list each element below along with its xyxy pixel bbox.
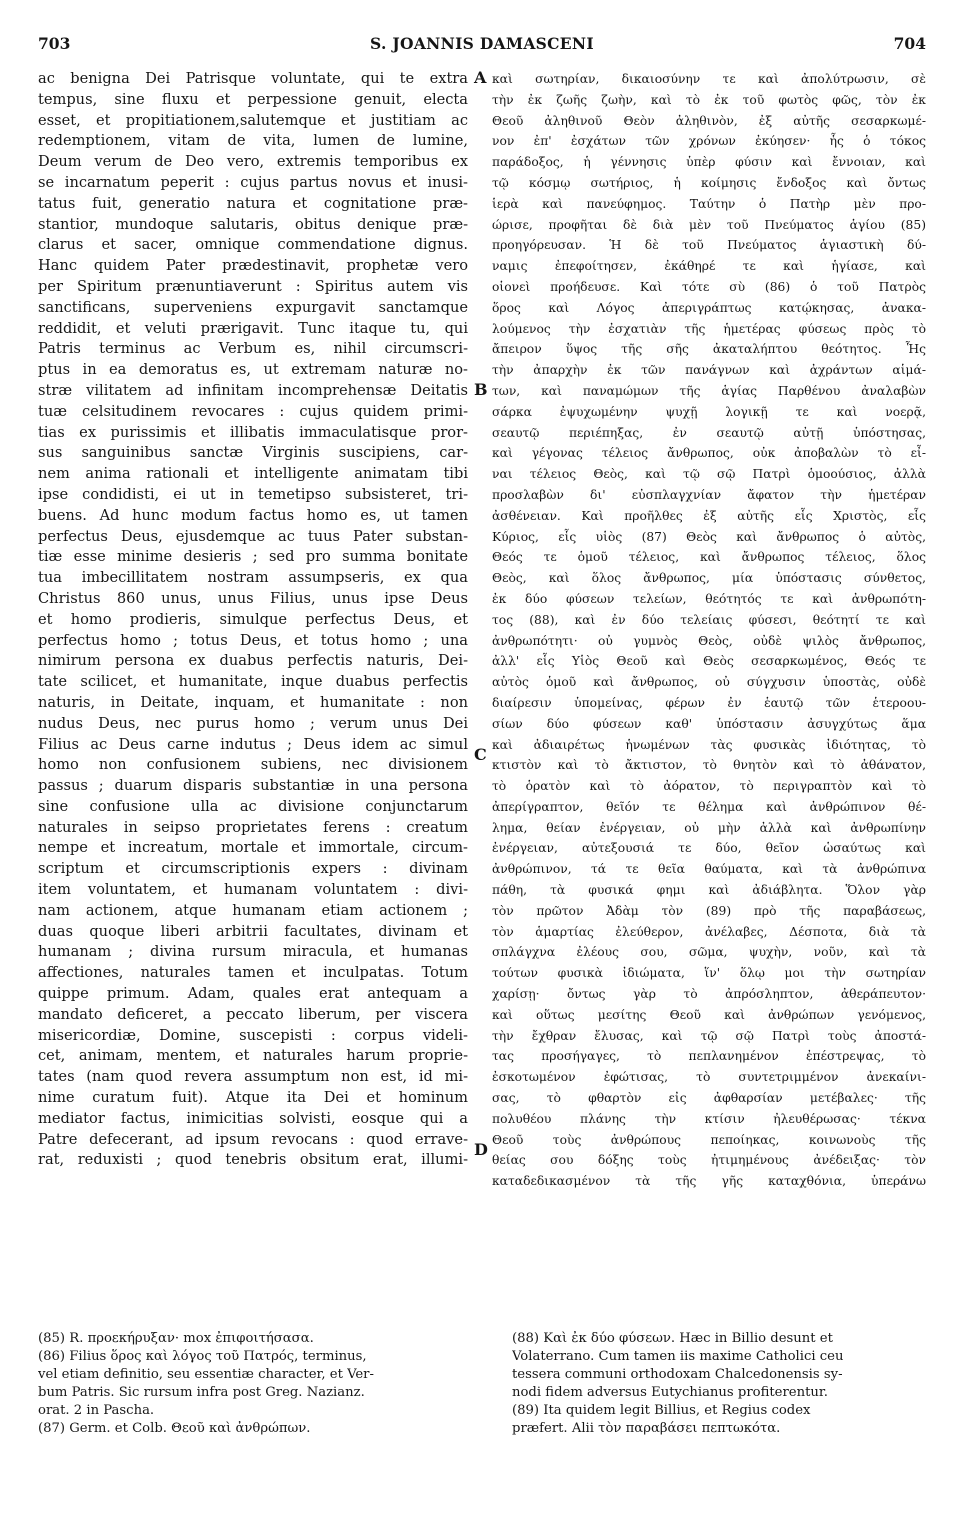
latin-text-line: Patre defecerant, ad ipsum revocans : quod errave- [38, 1130, 468, 1148]
latin-text-line: perfectus homo ; totus Deus, et totus homo ; una [38, 631, 468, 649]
greek-text-line: καὶ ἀδιαιρέτως ἡνωμένων τὰς φυσικὰς ἰδιότητας, τὸ [492, 737, 926, 752]
footnote-line: (89) Ita quidem legit Billius, et Regius codex [512, 1403, 811, 1418]
footnote-line: (87) Germ. et Colb. Θεοῦ καὶ ἀνθρώπων. [38, 1421, 311, 1436]
greek-text-line: ἄπειρον ὕψος τῆς σῆς ἀκαταλήπτου θεότητος. Ἧς [492, 342, 926, 357]
greek-text-line: ἱερὰ καὶ πανεύφημος. Ταύτην ὁ Πατὴρ μὲν προ- [492, 196, 926, 211]
footnote-line: bum Patris. Sic rursum infra post Greg. Nazianz. [38, 1385, 365, 1400]
greek-text-line: σίων δύο φύσεων καθ' ὑπόστασιν ἀσυγχύτως ἅμα [492, 716, 926, 731]
latin-text-line: cet, animam, mentem, et naturales harum proprie- [38, 1047, 468, 1065]
footnote-line: tessera communi orthodoxam Chalcedonensis sy- [512, 1367, 843, 1382]
latin-text-line: tatus fuit, generatio natura et cognitatione præ- [38, 194, 468, 212]
greek-text-line: τὴν ἐκ ζωῆς ζωὴν, καὶ τὸ ἐκ τοῦ φωτὸς φῶς, τὸν ἐκ [492, 92, 926, 107]
footnotes-left [38, 1330, 468, 1438]
latin-text-line: homo non confusionem subiens, nec divisionem [38, 756, 468, 774]
greek-text-line: ἀνθρωπότητι· οὐ γυμνὸς Θεὸς, οὐδὲ ψιλὸς ἄνθρωπος, [492, 633, 926, 648]
latin-text-line: tates (nam quod revera assumptum non est, id mi- [38, 1068, 468, 1086]
greek-text-line: καταδεδικασμένον τὰ τῆς γῆς καταχθόνια, ὑπεράνω [492, 1174, 926, 1189]
greek-text-line: τὸν ἁμαρτίας ἐλεύθερον, ἀνέλαβες, Δέσποτα, διὰ τὰ [492, 924, 926, 939]
greek-text-line: των, καὶ παναμώμων τῆς ἁγίας Παρθένου ἀναλαβὼν [492, 383, 926, 398]
latin-text-line: sine confusione ulla ac divisione conjunctarum [38, 797, 468, 815]
latin-text-line: nimirum persona ex duabus perfectis naturis, Dei- [38, 652, 468, 670]
latin-text-line: clarus et sacer, omnique commendatione dignus. [38, 236, 468, 254]
latin-text-line: buens. Ad hunc modum factus homo es, ut tamen [38, 506, 468, 524]
greek-text-line: καὶ γέγονας τέλειος ἄνθρωπος, οὐκ ἀποβαλὼν τὸ εἶ- [492, 446, 926, 461]
section-marker-c: C [474, 745, 487, 764]
latin-text-line: naturales in seipso proprietates ferens : creatum [38, 818, 468, 836]
greek-text-line: τούτων φυσικὰ ἰδιώματα, ἵν' ὅλῳ μοι τὴν σωτηρίαν [492, 966, 926, 981]
greek-text-line: αὐτὸς ὁμοῦ καὶ ἄνθρωπος, οὐ σύγχυσιν ὑποστὰς, οὐδὲ [492, 675, 926, 690]
latin-text-line: tuæ celsitudinem revocares : cujus quidem primi- [38, 402, 468, 420]
latin-text-line: sanctificans, superveniens expurgavit sanctamque [38, 298, 468, 316]
greek-text-line: ἐνέργειαν, αὐτεξουσιά τε δύο, θεῖον ὡσαύτως καὶ [492, 841, 926, 856]
latin-text-line: ptus in ea demoratus es, ut extremam naturæ no- [38, 361, 468, 379]
latin-text-line: mediator factus, inimicitias solvisti, eosque qui a [38, 1109, 468, 1127]
latin-text-line: affectiones, naturales tamen et inculpatas. Totum [38, 964, 468, 982]
latin-text-line: perfectus Deus, ejusdemque ac tuus Pater substan- [38, 527, 468, 545]
greek-text-line: πολυθέου πλάνης τὴν κτίσιν ἠλευθέρωσας· τέκνα [492, 1111, 926, 1126]
footnote-line: (85) R. προεκήρυξαν· mox ἐπιφοιτήσασα. [38, 1331, 314, 1346]
footnote-line: (86) Filius ὅρος καὶ λόγος τοῦ Πατρός, terminus, [38, 1349, 367, 1364]
latin-text-line: Filius ac Deus carne indutus ; Deus idem ac simul [38, 735, 468, 753]
latin-text-line: nime curatum fuit). Atque ita Dei et hominum [38, 1089, 468, 1107]
section-marker-b: B [474, 380, 488, 399]
latin-text-line: misericordiæ, Domine, suscepisti : corpus videli- [38, 1026, 468, 1044]
section-marker-a: A [474, 68, 487, 87]
footnote-line: orat. 2 in Pascha. [38, 1403, 155, 1418]
greek-text-line: παράδοξος, ἡ γέννησις ὑπὲρ φύσιν καὶ ἔννοιαν, καὶ [492, 155, 926, 170]
latin-text-line: duas quoque liberi arbitrii facultates, divinam et [38, 922, 468, 940]
greek-text-line: διαίρεσιν ὑπομείνας, φέρων ἐν ἑαυτῷ τῶν ἑτεροου- [492, 695, 926, 710]
greek-text-line: τῷ κόσμῳ σωτήριος, ἡ κοίμησις ἔνδοξος καὶ ὄντως [492, 175, 926, 190]
footnote-line: nodi fidem adversus Eutychianus profiterentur. [512, 1385, 828, 1400]
latin-text-line: nam actionem, atque humanam etiam actionem ; [38, 901, 468, 919]
running-header [38, 34, 926, 56]
latin-text-line: sus sanguinibus sanctæ Virginis suscipiens, car- [38, 444, 468, 462]
latin-text-line: stræ vilitatem ad infinitam incomprehensæ Deitatis [38, 381, 468, 399]
greek-text-line: σεαυτῷ περιέπηξας, ἐν σεαυτῷ αὐτῇ ὑπόστησας, [492, 425, 926, 440]
latin-text-line: esset, et propitiationem,salutemque et justitiam ac [38, 111, 468, 129]
greek-text-line: θείας σου δόξης τοὺς ἠτιμημένους ἀνέδειξας· τὸν [492, 1153, 926, 1168]
greek-text-line: σπλάγχνα ἐλέους σου, σῶμα, ψυχὴν, νοῦν, καὶ τὰ [492, 945, 926, 960]
latin-text-line: redemptionem, vitam de vita, lumen de lumine, [38, 132, 468, 150]
greek-text-line: ἐκ δύο φύσεων τελείων, θεότητός τε καὶ ἀνθρωπότη- [492, 591, 926, 606]
footnote-line: præfert. Alii τὸν παραβάσει πεπτωκότα. [512, 1421, 781, 1436]
latin-text-line: stantior, mundoque salutaris, obitus denique præ- [38, 215, 468, 233]
latin-text-line: mandato deficeret, a peccato liberum, per viscera [38, 1005, 468, 1023]
footnote-line: vel etiam definitio, seu essentiæ character, et Ver- [38, 1367, 374, 1382]
greek-text-line: προηγόρευσαν. Ἡ δὲ τοῦ Πνεύματος ἁγιαστικὴ δύ- [492, 238, 926, 253]
greek-text-line: ἐσκοτωμένον ἐφώτισας, τὸ συντετριμμένον ἀνεκαίνι- [492, 1070, 926, 1085]
greek-text-line: ναμις ἐπεφοίτησεν, ἐκάθηρέ τε καὶ ἡγίασε, καὶ [492, 259, 926, 274]
latin-text-line: rat, reduxisti ; quod tenebris obsitum erat, illumi- [38, 1151, 468, 1169]
page-number-right: 704 [893, 34, 926, 53]
greek-text-line: προσλαβὼν δι' εὐσπλαγχνίαν ἄφατον τὴν ἡμετέραν [492, 487, 926, 502]
latin-text-line: ac benigna Dei Patrisque voluntate, qui te extra [38, 70, 468, 87]
greek-text-line: Θεοῦ τοὺς ἀνθρώπους πεποίηκας, κοινωνοὺς τῆς [492, 1132, 926, 1147]
greek-column [492, 69, 926, 1192]
greek-text-line: ώρισε, προφῆται δὲ διὰ μὲν τοῦ Πνεύματος ἁγίου (85) [492, 217, 926, 232]
greek-text-line: τὸ ὁρατὸν καὶ τὸ ἀόρατον, τὸ περιγραπτὸν καὶ τὸ [492, 779, 926, 794]
greek-text-line: λημα, θείαν ἐνέργειαν, οὐ μὴν ἀλλὰ καὶ ἀνθρωπίνην [492, 820, 926, 835]
latin-text-line: tiæ esse minime desieris ; sed pro summa bonitate [38, 548, 468, 566]
footnote-line: (88) Καὶ ἐκ δύο φύσεων. Hæc in Billio desunt et [512, 1331, 833, 1346]
latin-text-line: tempus, sine fluxu et perpessione genuit, electa [38, 90, 468, 108]
greek-text-line: Θεὸς, καὶ ὅλος ἄνθρωπος, μία ὑπόστασις σύνθετος, [492, 571, 926, 586]
running-title: S. JOANNIS DAMASCENI [370, 34, 594, 53]
greek-text-line: λούμενος τὴν ἐσχατιὰν τῆς ἡμετέρας φύσεως πρὸς τὸ [492, 321, 926, 336]
latin-text-line: scriptum et circumscriptionis expers : divinam [38, 860, 468, 878]
greek-text-line: ναι τέλειος Θεὸς, καὶ τῷ σῷ Πατρὶ ὁμοούσιος, ἀλλὰ [492, 467, 926, 482]
section-marker-d: D [474, 1140, 488, 1159]
greek-text-line: καὶ σωτηρίαν, δικαιοσύνην τε καὶ ἀπολύτρωσιν, σὲ [492, 72, 926, 86]
greek-text-line: τὸν πρῶτον Ἀδὰμ τὸν (89) πρὸ τῆς παραβάσεως, [492, 903, 926, 918]
greek-text-line: ἀπερίγραπτον, θεῖόν τε θέλημα καὶ ἀνθρώπινον θέ- [492, 799, 926, 814]
greek-text-line: τος (88), καὶ ἐν δύο τελείαις φύσεσι, θεότητί τε καὶ [492, 612, 926, 627]
greek-text-line: ἀλλ' εἷς Υἱὸς Θεοῦ καὶ Θεὸς σεσαρκωμένος, Θεός τε [492, 654, 926, 669]
latin-text-line: tias ex purissimis et illibatis immaculatisque pror- [38, 423, 468, 441]
latin-text-line: tate scilicet, et humanitate, inque duabus perfectis [38, 673, 468, 691]
greek-text-line: Θεός τε ὁμοῦ τέλειος, καὶ ἄνθρωπος τέλειος, ὅλος [492, 550, 926, 565]
latin-text-line: humanam ; divina rursum miracula, et humanas [38, 943, 468, 961]
greek-text-line: τὴν ἀπαρχὴν ἐκ τῶν πανάγνων καὶ ἀχράντων αἱμά- [492, 363, 926, 378]
greek-text-line: ἀσθένειαν. Καὶ προῆλθες ἐξ αὐτῆς εἷς Χριστὸς, εἷς [492, 508, 926, 523]
footnotes-right [512, 1330, 926, 1438]
greek-text-line: σάρκα ἐψυχωμένην ψυχῇ λογικῇ τε καὶ νοερᾷ, [492, 404, 926, 419]
latin-text-line: Hanc quidem Pater prædestinavit, prophetæ vero [38, 257, 468, 275]
greek-text-line: τας προσήγαγες, τὸ πεπλανημένον ἐπέστρεψας, τὸ [492, 1049, 926, 1064]
latin-text-line: nempe et increatum, mortale et immortale, circum- [38, 839, 468, 857]
greek-text-line: σας, τὸ φθαρτὸν εἰς ἀφθαρσίαν μετέβαλες· τῆς [492, 1091, 926, 1106]
greek-text-line: κτιστὸν καὶ τὸ ἄκτιστον, τὸ θνητὸν καὶ τὸ ἀθάνατον, [492, 758, 926, 773]
greek-text-line: πάθη, τὰ φυσικά φημι καὶ ἀδιάβλητα. Ὅλον γὰρ [492, 883, 926, 898]
latin-text-line: ipse condidisti, ei ut in temetipso subsisteret, tri- [38, 485, 468, 503]
greek-text-line: Κύριος, εἷς υἱὸς (87) Θεὸς καὶ ἄνθρωπος ὁ αὐτὸς, [492, 529, 926, 544]
greek-text-line: ὅρος καὶ Λόγος ἀπεριγράπτως κατῴκησας, ἀνακα- [492, 300, 926, 315]
latin-text-line: Deum verum de Deo vero, extremis temporibus ex [38, 153, 468, 171]
greek-text-line: οἱονεὶ προήδευσε. Καὶ τότε σὺ (86) ὁ τοῦ Πατρὸς [492, 279, 926, 294]
latin-text-line: passus ; duarum disparis substantiæ in una persona [38, 777, 468, 795]
latin-text-line: item voluntatem, et humanam voluntatem : divi- [38, 881, 468, 899]
latin-text-line: Christus 860 unus, unus Filius, unus ipse Deus [38, 589, 468, 607]
latin-text-line: reddidit, et veluti prærigavit. Tunc itaque tu, qui [38, 319, 468, 337]
latin-text-line: nem anima rationali et intelligente animatam tibi [38, 465, 468, 483]
greek-text-line: Θεοῦ ἀληθινοῦ Θεὸν ἀληθινὸν, ἐξ αὐτῆς σεσαρκωμέ- [492, 113, 926, 128]
latin-text-line: et homo prodieris, simulque perfectus Deus, et [38, 610, 468, 628]
greek-text-line: νον ἐπ' ἐσχάτων τῶν χρόνων ἐκύησεν· ἧς ὁ τόκος [492, 134, 926, 149]
footnote-line: Volaterrano. Cum tamen iis maxime Catholici ceu [512, 1349, 844, 1364]
latin-text-line: Patris terminus ac Verbum es, nihil circumscri- [38, 340, 468, 358]
latin-text-line: tua imbecillitatem nostram assumpseris, ex qua [38, 569, 468, 587]
greek-text-line: ἀνθρώπινον, τά τε θεῖα θαύματα, καὶ τὰ ἀνθρώπινα [492, 862, 926, 877]
greek-text-line: τὴν ἔχθραν ἔλυσας, καὶ τῷ σῷ Πατρὶ τοὺς ἀποστά- [492, 1028, 926, 1043]
page-number-left: 703 [38, 34, 71, 53]
greek-text-line: χαρίσῃ· ὄντως γὰρ τὸ ἀπρόσληπτον, ἀθεράπευτον· [492, 987, 926, 1002]
greek-text-line: καὶ οὕτως μεσίτης Θεοῦ καὶ ἀνθρώπων γενόμενος, [492, 1007, 926, 1022]
latin-text-line: nudus Deus, nec purus homo ; verum unus Dei [38, 714, 468, 732]
latin-text-line: se incarnatum peperit : cujus partus novus et inusi- [38, 173, 468, 191]
latin-text-line: per Spiritum prænuntiaverunt : Spiritus autem vis [38, 277, 468, 295]
latin-text-line: quippe primum. Adam, quales erat antequam a [38, 985, 468, 1003]
latin-column [38, 69, 468, 1171]
latin-text-line: naturis, in Deitate, inquam, et humanitate : non [38, 693, 468, 711]
